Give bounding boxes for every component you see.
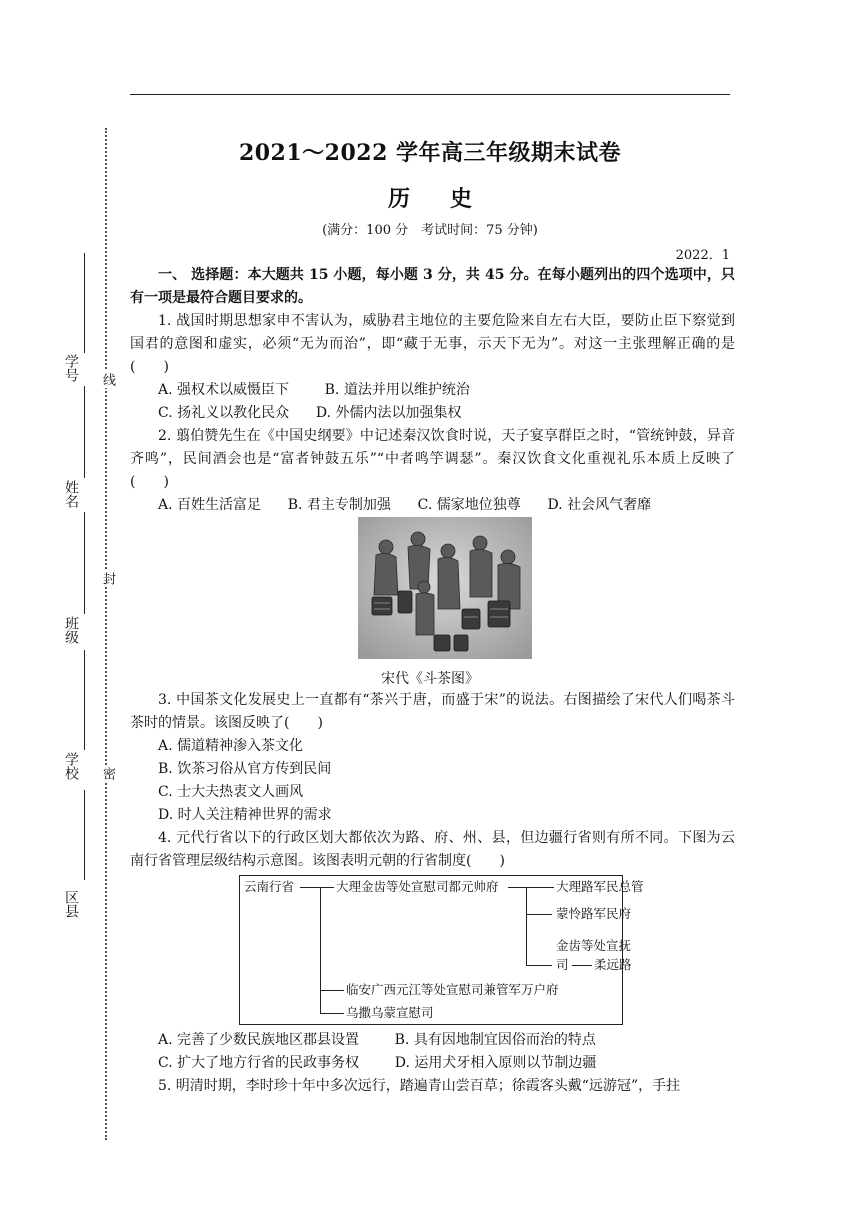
org-leaf-1: 大理路军民总管 [556, 879, 644, 894]
questions-block-2 [130, 689, 735, 873]
student-id-blank [84, 253, 85, 353]
q4-option-b: B. 具有因地制宜因俗而治的特点 [394, 1032, 596, 1048]
figure-caption: 宋代《斗茶图》 [381, 671, 479, 687]
q1-option-d: D. 外儒内法以加强集权 [315, 405, 462, 421]
district-label: 区县 [63, 890, 79, 918]
q1-options-row2 [130, 402, 735, 425]
exam-title: 2021～2022 学年高三年级期末试卷 [238, 140, 622, 166]
org-root: 云南行省 [244, 879, 295, 894]
q3-option-b: B. 饮茶习俗从官方传到民间 [158, 761, 332, 777]
subject-title: 历史 [387, 186, 512, 212]
org-branch-2: 临安广西元江等处宣慰司兼管军万户府 [346, 982, 559, 997]
q3-option-c: C. 士大夫热衷文人画风 [158, 784, 304, 800]
q4-options-row1 [130, 1029, 735, 1052]
tea-contest-painting [358, 517, 532, 659]
org-connector [526, 887, 527, 965]
org-branch-3: 乌撒乌蒙宣慰司 [346, 1005, 434, 1020]
name-label: 姓名 [63, 480, 79, 508]
school-label: 学校 [63, 752, 79, 780]
name-blank [84, 386, 85, 478]
questions-block-3 [130, 1029, 735, 1098]
class-label: 班级 [63, 616, 79, 644]
section-heading: 一、 选择题：本大题共 15 小题，每小题 3 分，共 45 分。在每小题列出的四个选项中，只有一项是最符合题目要求的。 [130, 267, 735, 306]
q2-stem: 2. 翦伯赞先生在《中国史纲要》中记述秦汉饮食时说，天子宴享群臣之时，“管统钟鼓，异音齐鸣”，民间酒会也是“富者钟鼓五乐”“中者鸣竽调瑟”。秦汉饮食文化重视礼乐本质上反映了( ) [130, 428, 735, 490]
org-chart [239, 875, 644, 1025]
q4-option-a: A. 完善了少数民族地区郡县设置 [158, 1032, 360, 1048]
top-rule [130, 94, 730, 95]
q5-stem: 5. 明清时期，李时珍十年中多次远行，踏遍青山尝百草；徐霞客头戴“远游冠”，手拄 [158, 1078, 681, 1094]
q1-option-b: B. 道法并用以维护统治 [324, 382, 470, 398]
org-connector [526, 965, 552, 966]
q2-option-a: A. 百姓生活富足 [158, 497, 262, 513]
org-leaf-3b: 司 [556, 957, 569, 972]
q1-option-a: A. 强权术以威慑臣下 [158, 382, 290, 398]
q4-option-d: D. 运用犬牙相入原则以节制边疆 [394, 1055, 597, 1071]
org-leaf-2: 蒙怜路军民府 [556, 906, 632, 921]
org-connector [320, 990, 344, 991]
q3-stem: 3. 中国茶文化发展史上一直都有“茶兴于唐，而盛于宋”的说法。右图描绘了宋代人们喝茶斗茶时的情景。该图反映了( ) [130, 692, 735, 731]
q4-options-row2 [130, 1052, 735, 1075]
org-connector [300, 887, 334, 888]
student-id-label: 学号 [63, 354, 79, 382]
org-connector [526, 914, 552, 915]
q2-option-d: D. 社会风气奢靡 [547, 497, 652, 513]
org-connector [320, 887, 321, 1013]
exam-meta: (满分：100 分 考试时间：75 分钟) [322, 223, 538, 238]
org-leaf-3a: 金齿等处宣抚 [556, 938, 632, 953]
org-connector [508, 887, 554, 888]
exam-date: 2022．1 [675, 248, 730, 263]
q4-stem: 4. 元代行省以下的行政区划大都依次为路、府、州、县，但边疆行省则有所不同。下图为云南行省管理层级结构示意图。该图表明元朝的行省制度( ) [130, 830, 735, 869]
org-connector [572, 965, 592, 966]
district-blank [84, 790, 85, 880]
q1-stem: 1. 战国时期思想家申不害认为，威胁君主地位的主要危险来自左右大臣，要防止臣下察觉到国君的意图和虚实，必须“无为而治”，即“藏于无事，示天下无为”。对这一主张理解正确的是 ( ) [130, 313, 749, 375]
seal-word-line: 线 [100, 373, 115, 386]
org-connector [320, 1013, 344, 1014]
class-blank [84, 512, 85, 614]
q2-options-row [130, 494, 735, 517]
seal-word-secret: 密 [100, 767, 115, 780]
org-branch-1: 大理金齿等处宣慰司都元帅府 [336, 879, 499, 894]
questions-block-1 [130, 264, 749, 517]
q2-option-b: B. 君主专制加强 [287, 497, 391, 513]
q3-option-a: A. 儒道精神渗入茶文化 [158, 738, 304, 754]
q4-option-c: C. 扩大了地方行省的民政事务权 [158, 1055, 360, 1071]
org-leaf-3c: 柔远路 [594, 957, 632, 972]
seal-word-seal: 封 [100, 572, 115, 585]
q1-option-c: C. 扬礼义以教化民众 [158, 405, 290, 421]
binding-dotted-line [105, 128, 107, 1140]
q1-options-row1 [130, 379, 735, 402]
q2-option-c: C. 儒家地位独尊 [417, 497, 521, 513]
school-blank [84, 650, 85, 750]
q3-option-d: D. 时人关注精神世界的需求 [158, 807, 332, 823]
